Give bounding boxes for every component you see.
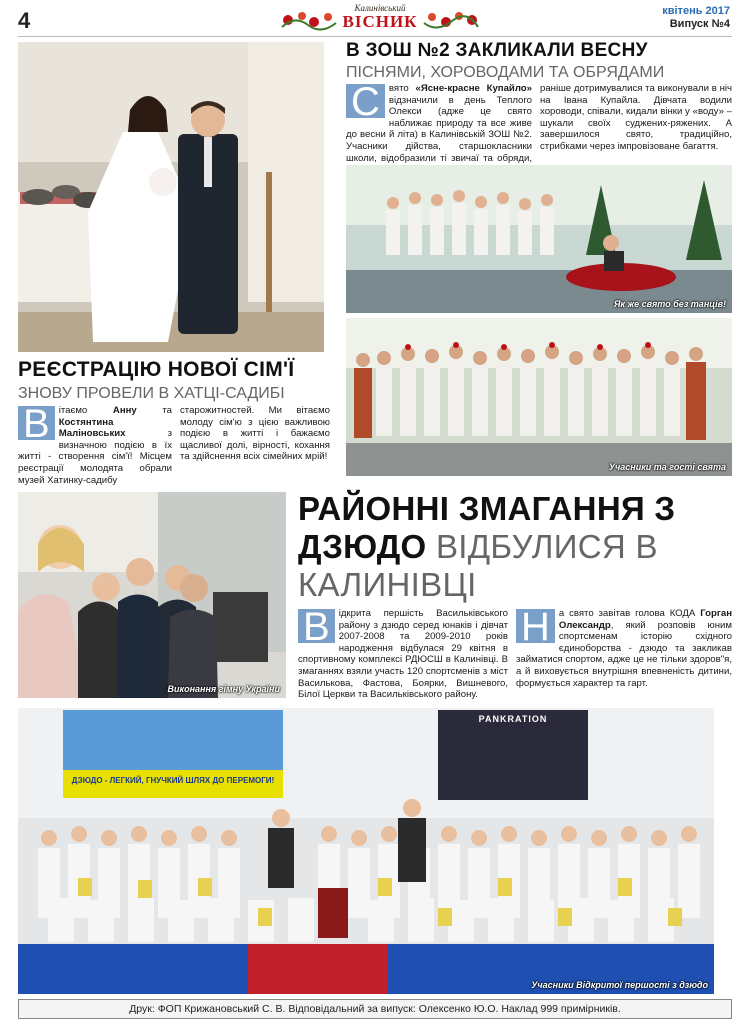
judo-col2-bold: Горган Олександр <box>558 608 732 631</box>
spring-column-2 <box>540 83 732 153</box>
issue-info <box>662 5 730 31</box>
family-headline: РЕЄСТРАЦІЮ НОВОЇ СІМ'Ї <box>18 358 295 381</box>
floral-ornament-left-icon <box>280 7 338 33</box>
spring-dance-photo-image <box>346 165 732 313</box>
judo-team-photo-image <box>18 708 714 994</box>
anthem-caption: Виконання гімну України <box>167 684 280 694</box>
wedding-photo-image <box>18 42 324 352</box>
masthead <box>280 3 480 35</box>
print-info-footer: Друк: ФОП Крижановський С. В. Відповідальний за випуск: Олексенко Ю.О. Наклад 999 примірників. <box>18 999 732 1019</box>
floral-ornament-right-icon <box>422 7 480 33</box>
judo-banner-right: PANKRATION <box>478 714 548 724</box>
family-col1-name2: Костянтина Маліновських <box>58 416 126 440</box>
spring-column-1 <box>346 80 532 176</box>
judo-team-photo <box>18 708 714 994</box>
issue-number: Випуск №4 <box>669 18 730 30</box>
judo-col2-post: , який розповів юним спортсменам історію східного єдиноборства - дзюдо та закликав займатися спортом, адже це не тільки здоров"я, а й виховується внутрішня впевненість дитини, формується характер та гарт. <box>516 619 732 689</box>
judo-headline-bold: РАЙОННІ ЗМАГАННЯ З ДЗЮДО <box>298 490 676 565</box>
judo-team-caption: Учасники Відкритої першості з дзюдо <box>531 980 708 990</box>
family-subhead: ЗНОВУ ПРОВЕЛИ В ХАТЦІ-САДИБІ <box>18 385 285 402</box>
spring-dance-photo <box>346 165 732 313</box>
page-header <box>0 0 750 38</box>
masthead-subtitle: Калинівський <box>354 3 406 13</box>
family-column-1 <box>18 402 172 486</box>
family-column-2 <box>180 405 330 463</box>
judo-dropcap-2: Н <box>516 609 555 643</box>
spring-col2-text: раніше дотримувалися та виконували в ніч на Івана Купайла. Дівчата водили хороводи, співали, кидали вінки у «воду» – шукали своїх суджених-ряжених. А завершилося свято, традиційно, стрибками через імпровізоване багаття. <box>540 83 732 152</box>
wedding-photo <box>18 42 324 352</box>
family-col2-text: старожитностей. Ми вітаємо молоду сім'ю з цією важливою подією в житті і бажаємо щасливої долі, вірності, кохання та здійснення всіх сімейних мрій! <box>180 405 330 463</box>
judo-column-2 <box>516 605 732 689</box>
spring-subhead: ПІСНЯМИ, ХОРОВОДАМИ ТА ОБРЯДАМИ <box>346 64 665 81</box>
family-col1-name1: Анну <box>112 405 137 416</box>
judo-headline-light: ВІДБУЛИСЯ В КАЛИНІВЦІ <box>298 528 658 603</box>
spring-dropcap: С <box>346 84 385 118</box>
spring-dance-caption: Як же свято без танців! <box>613 299 726 309</box>
judo-col1-text: ідкрита першість Васильківського району з дзюдо серед юнаків і дівчат 2007-2008 та 2009-2010 років народження відбулася 29 квітня в спортивному комплексі РДЮСШ в Калинівці. В змаганнях взяли участь 120 спортсменів з міст Василькова, Фастова, Боярки, Вишневого, Білої Церкви та Васильківського району. <box>298 608 508 701</box>
page-number: 4 <box>18 8 31 33</box>
family-dropcap: В <box>18 406 55 440</box>
spring-guests-photo-image <box>346 318 732 476</box>
judo-column-1 <box>298 605 508 701</box>
judo-dropcap-1: В <box>298 609 335 643</box>
masthead-title: ВІСНИК <box>342 12 418 31</box>
header-divider <box>18 36 732 37</box>
family-col1-post: з визначною подією в їх житті - створення сім'ї! Місцем реєстрації молодята обрали музей Хатинку-садибу <box>18 428 172 486</box>
anthem-photo <box>18 492 286 698</box>
issue-date: квітень 2017 <box>662 5 730 17</box>
spring-guests-caption: Учасники та гості свята <box>608 462 726 472</box>
judo-col2-pre: а свято завітав голова КОДА <box>558 608 701 619</box>
spring-headline: В ЗОШ №2 ЗАКЛИКАЛИ ВЕСНУ <box>346 40 648 61</box>
spring-col1-post: відзначили в день Теплого Олекси (адже це свято наближає природу та все живе до весни й літа) в Калинівській ЗОШ №2. Учасники дійства, старшокласники школи, відобразили ті звичаї та обряди, <box>346 94 532 164</box>
judo-headline <box>298 490 732 604</box>
anthem-photo-image <box>18 492 286 698</box>
spring-col1-bold: «Ясне-красне Купайло» <box>415 83 532 94</box>
spring-guests-photo <box>346 318 732 476</box>
spring-col1-pre: вято <box>388 83 416 94</box>
judo-banner-left: ДЗЮДО - ЛЕГКИЙ, ГНУЧКИЙ ШЛЯХ ДО ПЕРЕМОГИ! <box>71 776 275 785</box>
family-col1-pre: ітаємо <box>58 405 113 416</box>
family-col1-mid: та <box>136 405 172 416</box>
